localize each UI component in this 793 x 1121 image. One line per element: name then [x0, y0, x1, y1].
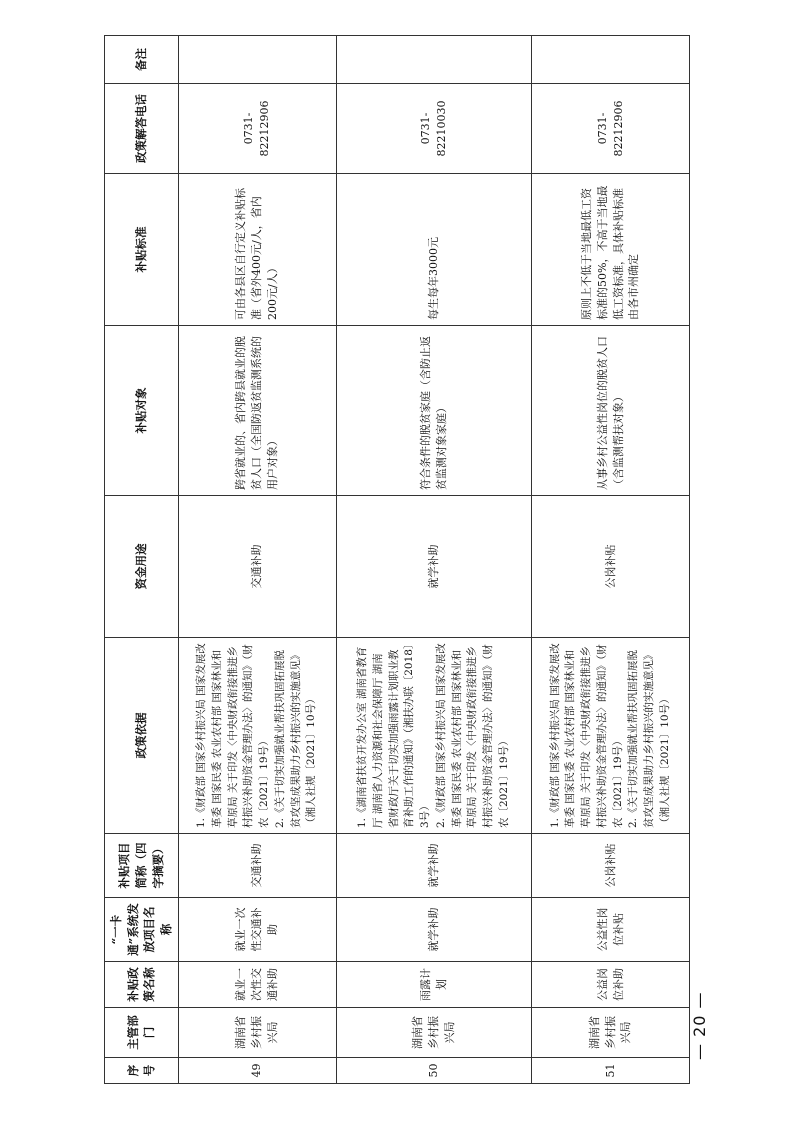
cell-remark [532, 36, 690, 84]
basis-item: 2.《财政部 国家乡村振兴局 国家发展改革委 国家民委 农业农村部 国家林业和草原局 关于印发〈中央财政衔接推进乡村振兴补助资金管理办法〉的通知》（财农〔2021〕19号） [434, 643, 510, 828]
cell-standard: 可由各县区自行定义补贴标准（省外400元/人，省内200元/人） [178, 174, 336, 326]
cell-target: 从事乡村公益性岗位的脱贫人口（含监测帮扶对象） [532, 326, 690, 496]
cell-dept: 湖南省乡村振兴局 [532, 1008, 690, 1058]
cell-phone: 0731-82210030 [336, 84, 531, 174]
rotated-table-wrapper [104, 36, 690, 1084]
cell-short-name: 就学补助 [336, 834, 531, 898]
basis-item: 1.《财政部 国家乡村振兴局 国家发展改革委 国家民委 农业农村部 国家林业和草原局 关于印发〈中央财政衔接推进乡村振兴补助资金管理办法〉的通知》（财农〔2021〕19号） [548, 643, 624, 828]
cell-standard: 原则上不低于当地最低工资标准的50%，不高于当地最低工资标准，具体补贴标准由各市州确定 [532, 174, 690, 326]
basis-item: 1.《财政部 国家乡村振兴局 国家发展改革委 国家民委 农业农村部 国家林业和草原局 关于印发〈中央财政衔接推进乡村振兴补助资金管理办法〉的通知》（财农〔2021〕19号） [195, 643, 271, 828]
cell-basis [336, 638, 531, 834]
header-short-name: 补贴项目简称（四字摘要） [105, 834, 179, 898]
header-system-name: “一卡通”系统发放项目名称 [105, 898, 179, 962]
cell-seq: 49 [178, 1058, 336, 1084]
cell-system-name: 就学补助 [336, 898, 531, 962]
table-row [532, 36, 690, 1084]
cell-policy-name: 就业一次性交通补助 [178, 962, 336, 1008]
cell-usage: 公岗补贴 [532, 496, 690, 638]
header-seq: 序号 [105, 1058, 179, 1084]
cell-phone: 0731-82212906 [178, 84, 336, 174]
subsidy-policy-table [104, 35, 690, 1084]
basis-item: 2.《关于切实加强就业帮扶巩固拓展脱贫攻坚成果助力乡村振兴的实施意见》（湘人社规〔2021〕10号） [273, 649, 318, 828]
basis-item: 2.《关于切实加强就业帮扶巩固拓展脱贫攻坚成果助力乡村振兴的实施意见》（湘人社规〔2021〕10号） [627, 649, 671, 828]
header-dept: 主管部门 [105, 1008, 179, 1058]
cell-target: 跨省就业的、省内跨县就业的脱贫人口（全国防返贫监测系统的用户对象） [178, 326, 336, 496]
cell-usage: 就学补助 [336, 496, 531, 638]
cell-target: 符合条件的脱贫家庭（含防止返贫监测对象家庭） [336, 326, 531, 496]
cell-dept: 湖南省乡村振兴局 [178, 1008, 336, 1058]
cell-remark [178, 36, 336, 84]
cell-dept: 湖南省乡村振兴局 [336, 1008, 531, 1058]
cell-system-name: 公益性岗位补贴 [532, 898, 690, 962]
table-row [178, 36, 336, 1084]
header-row [105, 36, 179, 1084]
table-row [336, 36, 531, 1084]
header-phone: 政策解答电话 [105, 84, 179, 174]
cell-seq: 50 [336, 1058, 531, 1084]
cell-basis [178, 638, 336, 834]
cell-short-name: 交通补助 [178, 834, 336, 898]
header-standard: 补贴标准 [105, 174, 179, 326]
header-remark: 备注 [105, 36, 179, 84]
cell-usage: 交通补助 [178, 496, 336, 638]
cell-short-name: 公岗补贴 [532, 834, 690, 898]
header-target: 补贴对象 [105, 326, 179, 496]
cell-standard: 每生每年3000元 [336, 174, 531, 326]
cell-remark [336, 36, 531, 84]
basis-item: 1.《湖南省扶贫开发办公室 湖南省教育厅 湖南省人力资源和社会保障厅 湖南省财政厅关于切实加强雨露计划职业教育补助工作的通知》（湘扶办联〔2018〕3号） [356, 643, 432, 828]
cell-policy-name: 雨露计划 [336, 962, 531, 1008]
cell-seq: 51 [532, 1058, 690, 1084]
cell-policy-name: 公益岗位补助 [532, 962, 690, 1008]
cell-phone: 0731-82212906 [532, 84, 690, 174]
header-policy-name: 补贴政策名称 [105, 962, 179, 1008]
page-number: — 20 — [690, 991, 709, 1060]
header-basis: 政策依据 [105, 638, 179, 834]
cell-basis [532, 638, 690, 834]
cell-system-name: 就业一次性交通补助 [178, 898, 336, 962]
header-usage: 资金用途 [105, 496, 179, 638]
